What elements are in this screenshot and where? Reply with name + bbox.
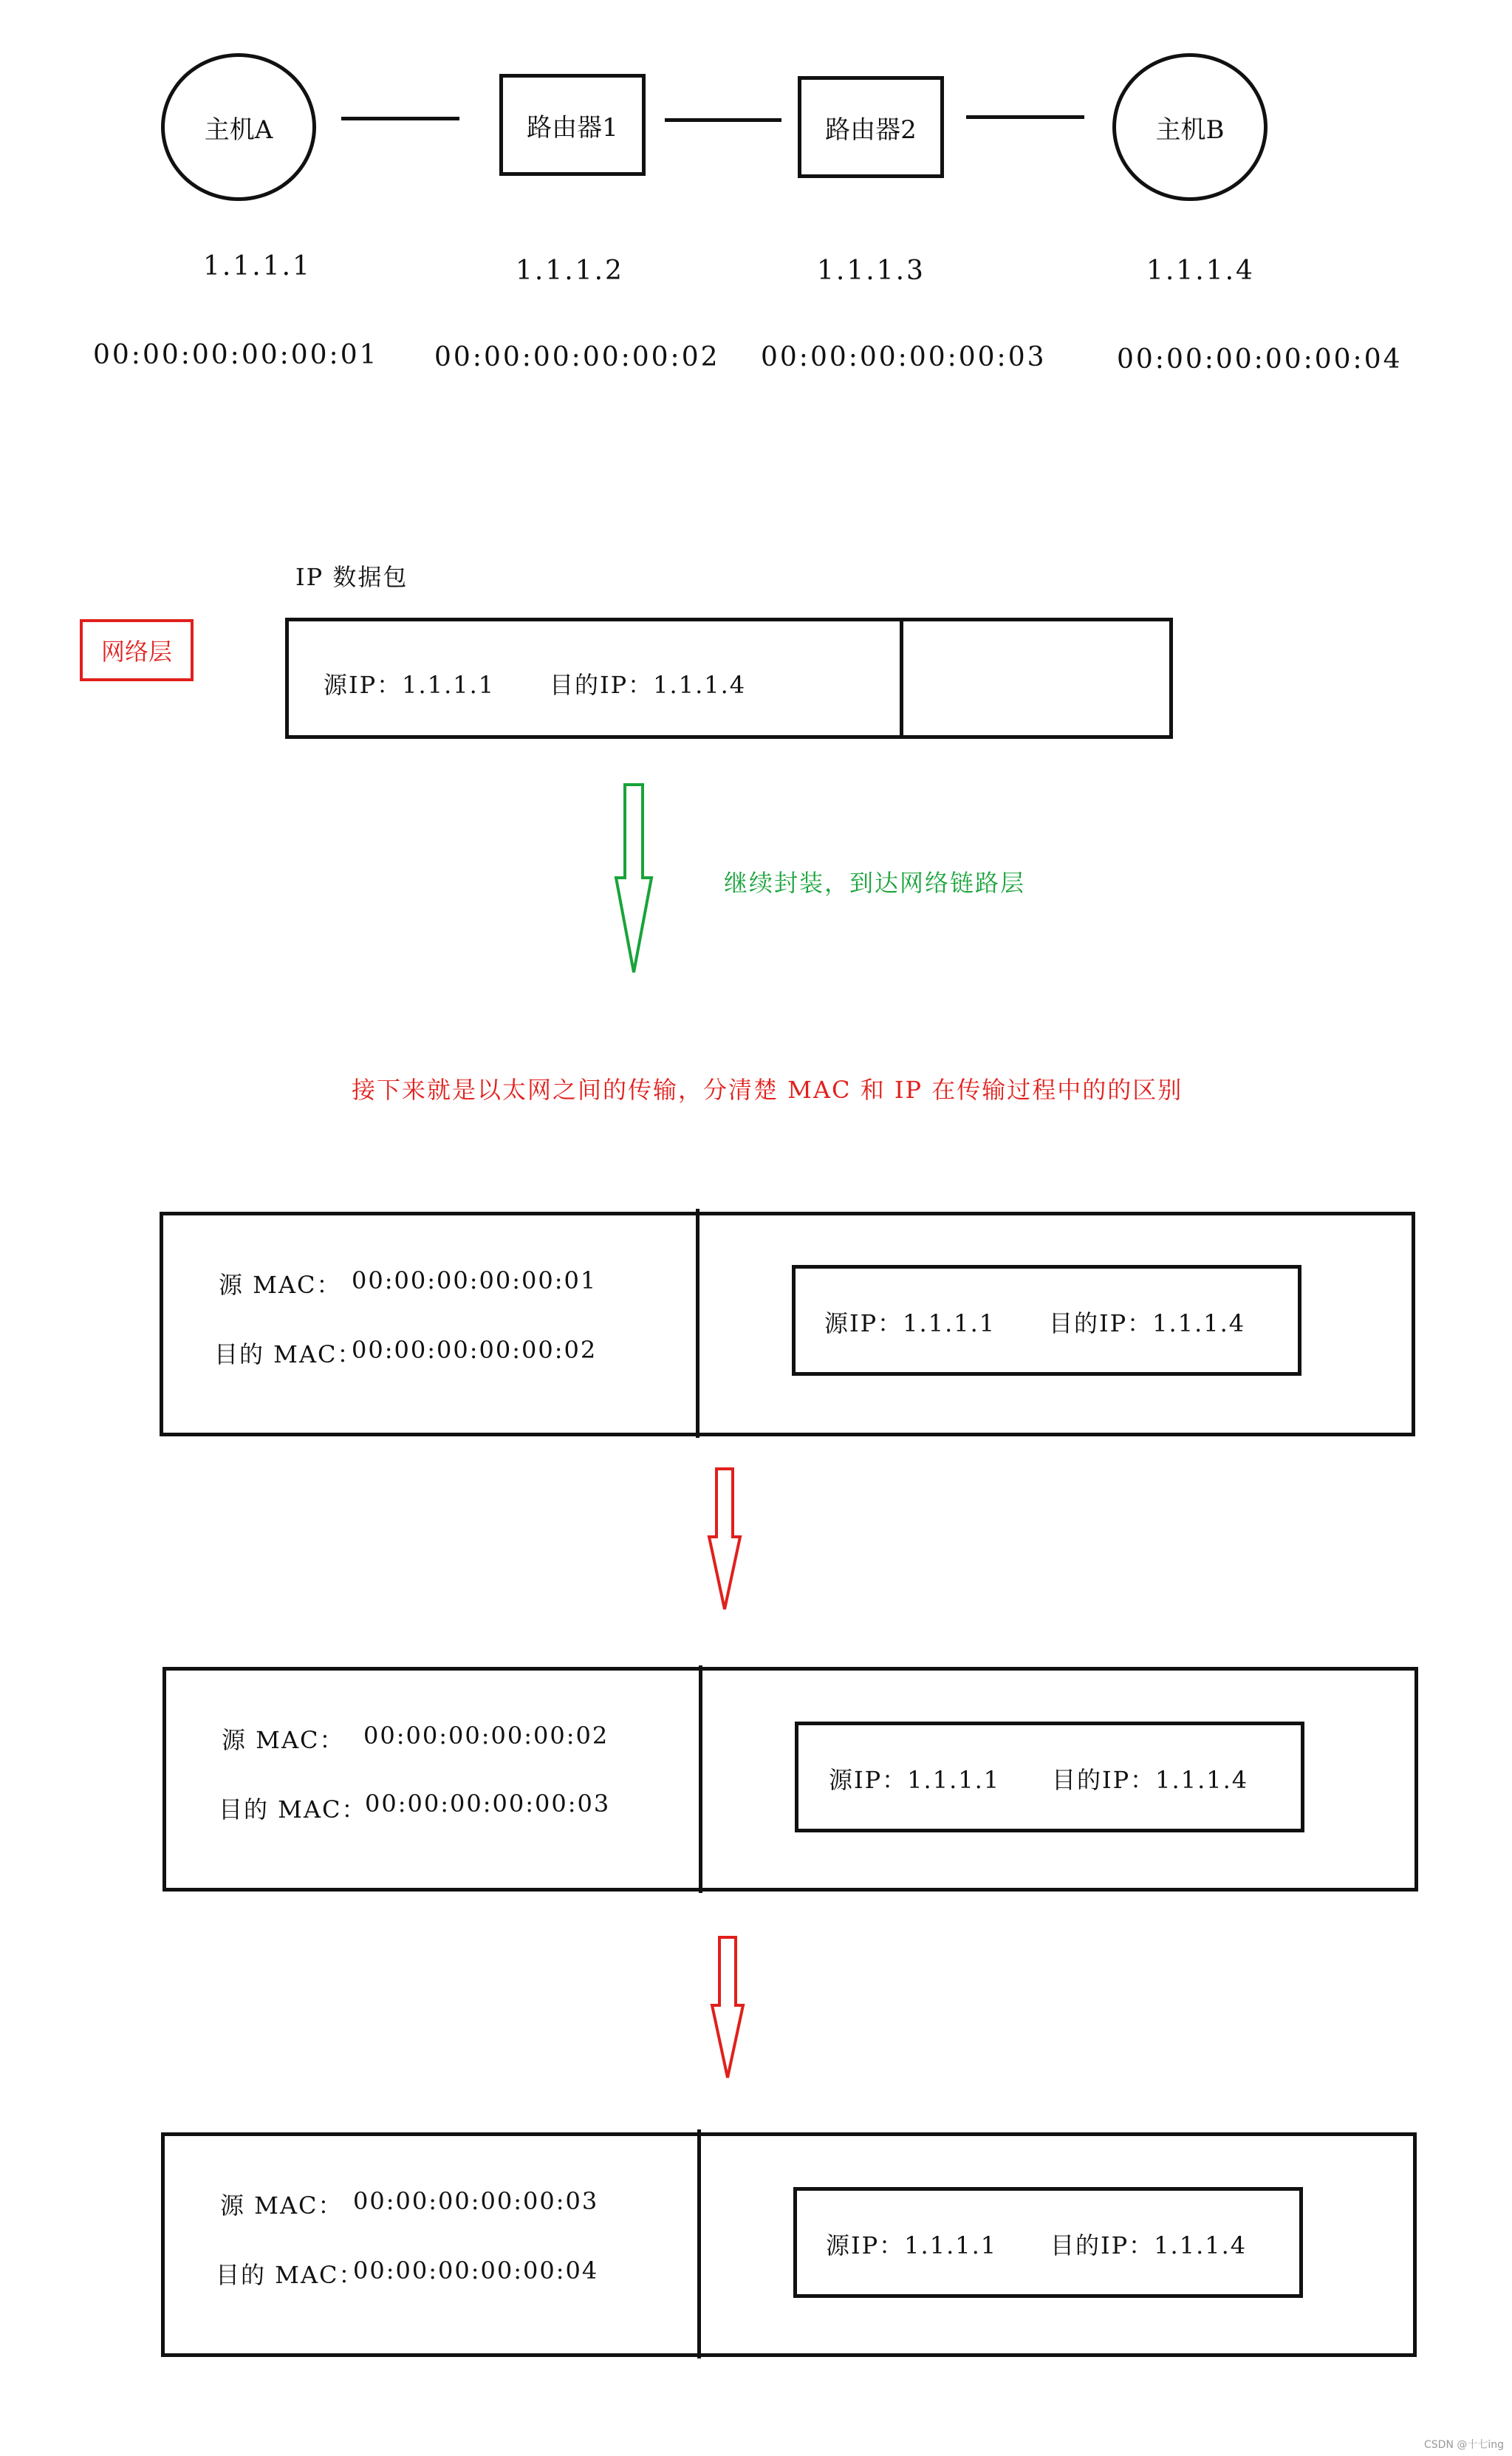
ip-packet-src-ip: 源IP：1.1.1.1 — [324, 671, 496, 699]
frame-2-src-ip: 源IP：1.1.1.1 — [829, 1766, 1001, 1794]
frame-3-src-ip: 源IP：1.1.1.1 — [826, 2231, 998, 2259]
frame-1-dst-mac-label: 目的 MAC： — [214, 1340, 363, 1368]
forward-arrow-1-icon — [708, 1467, 742, 1612]
router-2-label: 路由器2 — [825, 115, 917, 145]
frame-3-divider — [697, 2129, 701, 2358]
frame-2-dst-ip: 目的IP：1.1.1.4 — [1052, 1766, 1249, 1794]
host-b-ip: 1.1.1.4 — [1146, 256, 1255, 286]
forward-arrow-2-icon — [711, 1936, 745, 2081]
link-hosta-router1 — [341, 117, 459, 120]
link-router2-hostb — [966, 115, 1084, 119]
host-a-node — [161, 53, 316, 201]
host-b-label: 主机B — [1155, 115, 1225, 145]
frame-3-dst-ip: 目的IP：1.1.1.4 — [1050, 2231, 1248, 2259]
host-a-label: 主机A — [204, 115, 273, 145]
frame-2-divider — [699, 1665, 702, 1893]
frame-1-src-mac-label: 源 MAC： — [219, 1271, 342, 1299]
router-1-label: 路由器1 — [527, 112, 618, 143]
frame-1-src-ip: 源IP：1.1.1.1 — [824, 1309, 996, 1337]
encapsulate-caption: 继续封装，到达网络链路层 — [724, 869, 1026, 897]
frame-2-dst-mac: 00:00:00:00:00:03 — [365, 1790, 611, 1818]
frame-2-src-mac: 00:00:00:00:00:02 — [363, 1722, 609, 1750]
frame-3-src-mac: 00:00:00:00:00:03 — [353, 2187, 599, 2215]
router-2-ip: 1.1.1.3 — [817, 256, 926, 286]
ip-packet-title: IP 数据包 — [295, 563, 408, 591]
ip-packet-dst-ip: 目的IP：1.1.1.4 — [550, 671, 747, 699]
host-a-mac: 00:00:00:00:00:01 — [93, 340, 379, 370]
network-layer-badge — [80, 619, 194, 681]
frame-1-dst-mac: 00:00:00:00:00:02 — [352, 1336, 598, 1364]
router-1-node — [499, 74, 646, 176]
host-a-ip: 1.1.1.1 — [203, 251, 312, 282]
frame-1-dst-ip: 目的IP：1.1.1.4 — [1049, 1309, 1246, 1337]
frame-1-src-mac: 00:00:00:00:00:01 — [352, 1266, 598, 1294]
router-2-node — [798, 76, 944, 178]
link-router1-router2 — [665, 118, 781, 122]
network-layer-badge-label: 网络层 — [100, 638, 172, 666]
ethernet-caption: 接下来就是以太网之间的传输，分清楚 MAC 和 IP 在传输过程中的的区别 — [352, 1076, 1183, 1104]
frame-3-dst-mac: 00:00:00:00:00:04 — [353, 2257, 599, 2285]
frame-2-src-mac-label: 源 MAC： — [222, 1726, 345, 1754]
frame-1-divider — [696, 1209, 699, 1438]
host-b-node — [1112, 53, 1268, 201]
csdn-watermark: CSDN @十七ing — [1424, 2439, 1505, 2451]
encapsulate-arrow-icon — [615, 783, 653, 975]
router-1-ip: 1.1.1.2 — [516, 256, 624, 286]
frame-2-dst-mac-label: 目的 MAC： — [219, 1795, 367, 1824]
frame-3-dst-mac-label: 目的 MAC： — [216, 2261, 364, 2289]
ip-packet-divider — [900, 618, 903, 739]
frame-3-src-mac-label: 源 MAC： — [220, 2191, 343, 2220]
router-1-mac: 00:00:00:00:00:02 — [434, 342, 720, 372]
router-2-mac: 00:00:00:00:00:03 — [761, 342, 1047, 372]
host-b-mac: 00:00:00:00:00:04 — [1117, 344, 1403, 375]
